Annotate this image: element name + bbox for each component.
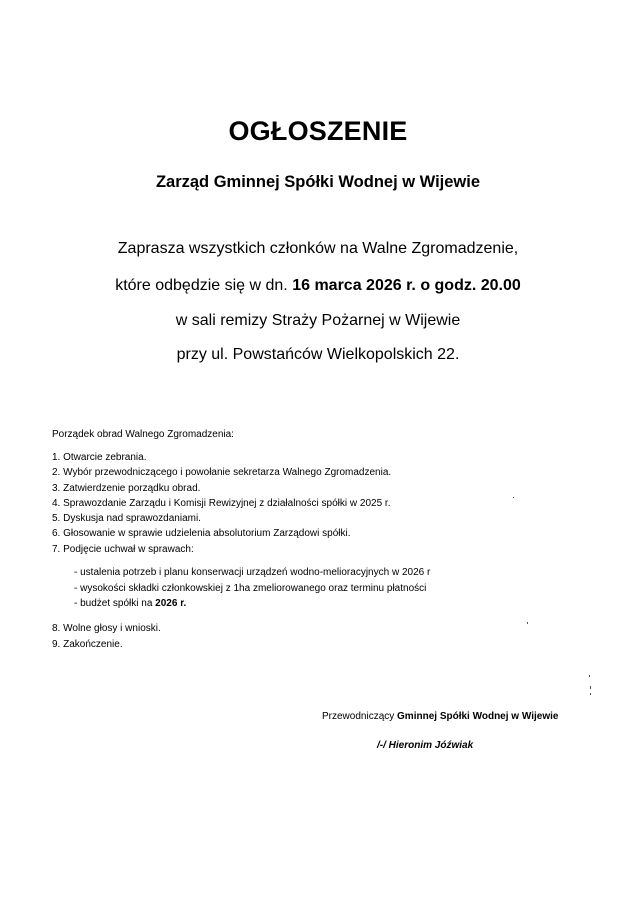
document-title: OGŁOSZENIE (228, 116, 408, 146)
resolution-sub-item: - ustalenia potrzeb i planu konserwacji urządzeń wodno-melioracyjnych w 2026 r (74, 567, 431, 578)
agenda-item: 6. Głosowanie w sprawie udzielenia absolutorium Zarządowi spółki. (52, 528, 351, 540)
agenda-item: 8. Wolne głosy i wnioski. (52, 623, 161, 634)
signature-name: /-/ Hieronim Jóźwiak (377, 740, 474, 751)
resolution-sub-list (74, 565, 430, 612)
agenda-item: 7. Podjęcie uchwał w sprawach: (52, 543, 194, 555)
agenda-item: 2. Wybór przewodniczącego i powołanie sekretarza Walnego Zgromadzenia. (52, 467, 392, 479)
signature-role-prefix: Przewodniczący (322, 711, 398, 722)
scan-speck (590, 693, 591, 695)
agenda-item: 5. Dyskusja nad sprawozdaniami. (52, 513, 201, 525)
invitation-line-2 (0, 277, 636, 295)
agenda-list-end (52, 621, 161, 653)
resolution-sub-item: - wysokości składki członkowskiej z 1ha zmeliorowanego oraz terminu płatności (74, 582, 427, 594)
agenda-item: 4. Sprawozdanie Zarządu i Komisji Rewizyjnej z działalności spółki w 2025 r. (52, 497, 391, 509)
meeting-date-time: 16 marca 2026 r. o godz. 20.00 (292, 277, 521, 294)
scan-speck (513, 497, 514, 498)
budget-prefix: - budżet spółki na (74, 598, 156, 609)
invitation-line-3: w sali remizy Straży Pożarnej w Wijewie (175, 312, 461, 329)
resolution-sub-item-budget (74, 596, 430, 612)
invitation-line-4: przy ul. Powstańców Wielkopolskich 22. (176, 346, 460, 363)
signature-role (322, 711, 558, 722)
agenda-heading: Porządek obrad Walnego Zgromadzenia: (52, 429, 234, 440)
budget-year: 2026 r. (155, 598, 187, 609)
scan-speck (527, 622, 528, 624)
agenda-item: 1. Otwarcie zebrania. (52, 452, 147, 463)
invitation-line-1: Zaprasza wszystkich członków na Walne Zgromadzenie, (117, 240, 519, 257)
agenda-list (52, 450, 391, 557)
scan-speck (589, 675, 590, 677)
agenda-item: 9. Zakończenie. (52, 639, 123, 650)
document-subtitle: Zarząd Gminnej Spółki Wodnej w Wijewie (155, 173, 481, 191)
agenda-item: 3. Zatwierdzenie porządku obrad. (52, 482, 201, 494)
signature-organization: Gminnej Spółki Wodnej w Wijewie (397, 711, 559, 722)
scan-speck (590, 686, 591, 689)
invitation-line-2-prefix: które odbędzie się w dn. (115, 277, 293, 294)
